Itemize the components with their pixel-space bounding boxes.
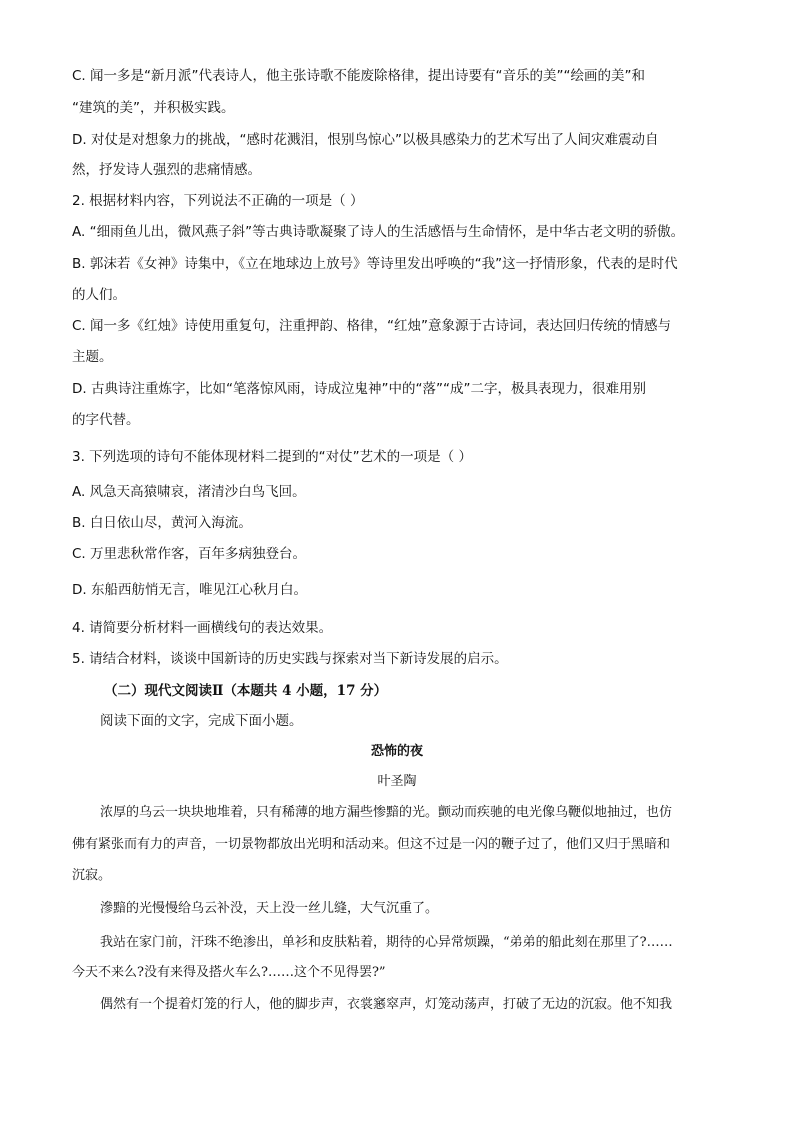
q5-prompt: 5. 请结合材料，谈谈中国新诗的历史实践与探索对当下新诗发展的启示。 [72,651,508,667]
q3-option-a: A. 风急天高猿啸哀，渚清沙白鸟飞回。 [72,484,306,500]
q2-option-b-line1: B. 郭沫若《女神》诗集中，《立在地球边上放号》等诗里发出呼唤的“我”这一抒情形象，代表的是时代 [72,256,678,272]
article-p1-line1: 浓厚的乌云一块块地堆着，只有稀薄的地方漏些惨黯的光。颤动而疾驰的电光像乌鞭似地抽过，也仿 [100,805,673,820]
article-title: 恐怖的夜 [370,744,423,759]
section-heading: （二）现代文阅读Ⅱ（本题共 4 小题，17 分） [104,683,388,699]
article-p1-line3: 沉寂。 [72,868,112,883]
q2-option-d-line1: D. 古典诗注重炼字，比如“笔落惊风雨，诗成泣鬼神”中的“落”“成”二字，极具表现力，很难用别 [72,381,646,397]
article-p3-line2: 今天不来么?没有来得及搭火车么?……这个不见得罢?” [72,965,386,980]
q2-option-c-line1: C. 闻一多《红烛》诗使用重复句，注重押韵、格律，“红烛”意象源于古诗词，表达回归传统的情感与 [72,318,671,334]
article-p3-line1: 我站在家门前，汗珠不绝渗出，单衫和皮肤粘着，期待的心异常烦躁，“弟弟的船此刻在那里了?…… [100,935,673,950]
q3-option-c: C. 万里悲秋常作客，百年多病独登台。 [72,546,307,562]
article-author: 叶圣陶 [377,774,417,789]
q2-option-a: A. “细雨鱼儿出，微风燕子斜”等古典诗歌凝聚了诗人的生活感悟与生命情怀，是中华古老文明的骄傲。 [72,224,685,240]
q1-option-c-line2: “建筑的美”，并积极实践。 [72,100,235,116]
q2-option-d-line2: 的字代替。 [72,412,140,428]
article-p1-line2: 佛有紧张而有力的声音，一切景物都放出光明和活动来。但这不过是一闪的鞭子过了，他们又归于黑暗和 [72,837,671,852]
q3-option-d: D. 东船西舫悄无言，唯见江心秋月白。 [72,582,307,598]
q3-option-b: B. 白日依山尽，黄河入海流。 [72,515,252,531]
q3-stem: 3. 下列选项的诗句不能体现材料二提到的“对仗”艺术的一项是（ ） [72,449,472,465]
article-p4-line1: 偶然有一个提着灯笼的行人，他的脚步声，衣裳窸窣声，灯笼动荡声，打破了无边的沉寂。他不知我 [100,997,673,1012]
q2-stem: 2. 根据材料内容，下列说法不正确的一项是（ ） [72,193,364,209]
q1-option-d-line1: D. 对仗是对想象力的挑战，“感时花溅泪，恨别鸟惊心”以极具感染力的艺术写出了人间灾难震动自 [72,132,659,148]
article-p2: 滲黯的光慢慢给乌云补没，天上没一丝儿缝，大气沉重了。 [100,901,439,916]
q2-option-b-line2: 的人们。 [72,287,126,303]
q1-option-d-line2: 然，抒发诗人强烈的悲痛情感。 [72,162,261,178]
section-instruction: 阅读下面的文字，完成下面小题。 [100,713,303,729]
q2-option-c-line2: 主题。 [72,349,113,365]
q4-prompt: 4. 请简要分析材料一画横线句的表达效果。 [72,620,333,636]
q1-option-c-line1: C. 闻一多是“新月派”代表诗人，他主张诗歌不能废除格律，提出诗要有“音乐的美”“绘画的美”和 [72,68,645,84]
